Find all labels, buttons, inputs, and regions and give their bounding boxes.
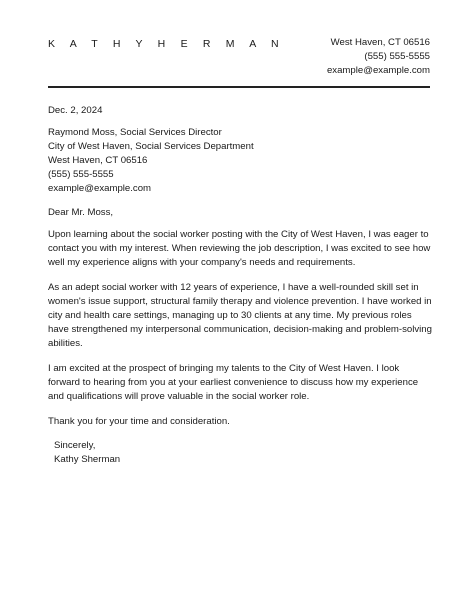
applicant-email: example@example.com [326, 65, 430, 76]
header-divider [48, 86, 430, 88]
applicant-address: West Haven, CT 06516 [330, 37, 430, 48]
recipient-phone: (555) 555-5555 [48, 169, 114, 180]
recipient-organization: City of West Haven, Social Services Department [48, 141, 254, 152]
body-paragraph-3: I am excited at the prospect of bringing my talents to the City of West Haven. I look forward to hearing from you at your earliest convenience to discuss how my experience and qualifications will prove valuable in the social worker role. [48, 363, 419, 402]
signature-name: Kathy Sherman [54, 454, 121, 465]
recipient-block [48, 126, 432, 196]
applicant-name-heading: K A T H Y H E R M A N [48, 38, 285, 50]
salutation: Dear Mr. Moss, [48, 207, 114, 218]
closing: Sincerely, [54, 440, 96, 451]
letter-date: Dec. 2, 2024 [48, 105, 103, 116]
recipient-email: example@example.com [48, 183, 152, 194]
body-paragraph-1: Upon learning about the social worker posting with the City of West Haven, I was eager to contact you with my interest. When reviewing the job description, I was excited to see how well my experience aligns with your company's needs and requirements. [48, 229, 431, 268]
body-paragraph-2: As an adept social worker with 12 years of experience, I have a well-rounded skill set in women's issue support, structural family therapy and violence prevention. I have worked in city and health care settings, managing up to 30 clients at any time. My previous roles have strengthened my interpersonal communication, decision-making and problem-solving abilities. [48, 282, 432, 349]
recipient-name: Raymond Moss, Social Services Director [48, 127, 222, 138]
applicant-phone: (555) 555-5555 [364, 51, 430, 62]
letter-body [48, 104, 432, 467]
thanks-line: Thank you for your time and consideration. [48, 416, 230, 427]
signature-block [48, 439, 432, 467]
recipient-address: West Haven, CT 06516 [48, 155, 148, 166]
applicant-contact-block [327, 36, 430, 78]
